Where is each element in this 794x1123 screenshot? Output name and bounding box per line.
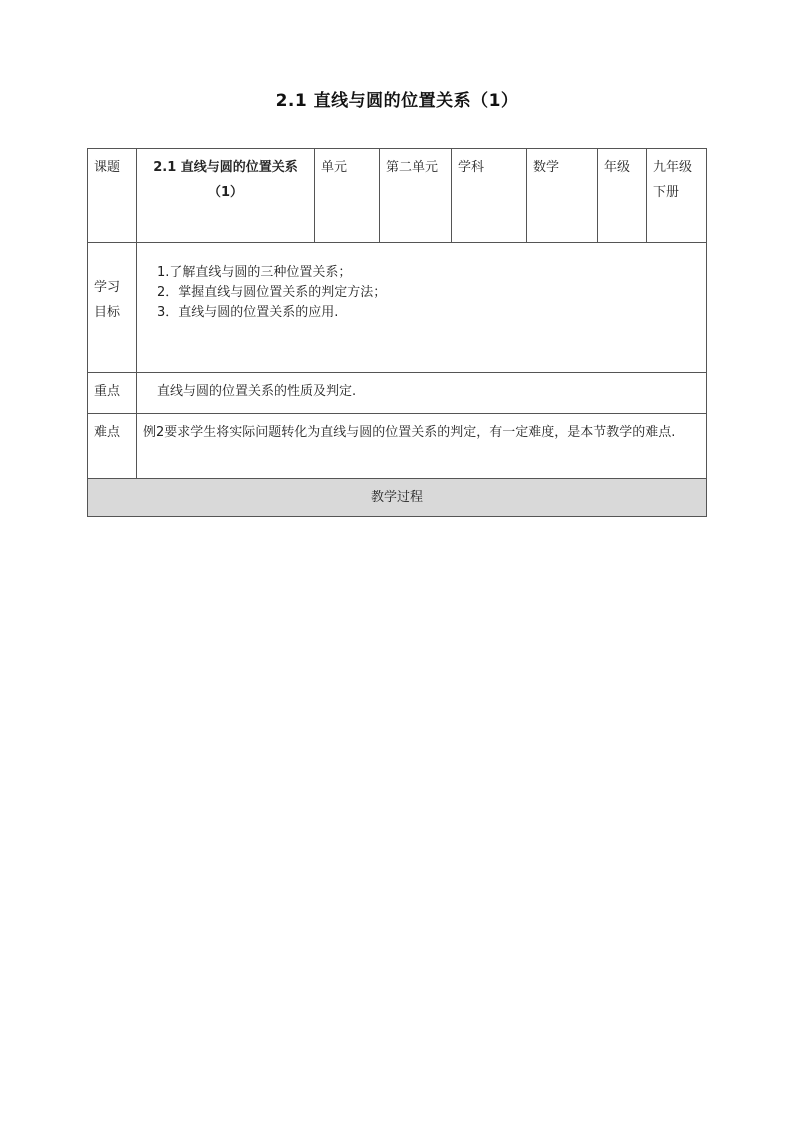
difficulty-text: 例2要求学生将实际问题转化为直线与圆的位置关系的判定，有一定难度，是本节教学的难点. bbox=[137, 414, 707, 479]
topic-row bbox=[88, 149, 707, 243]
topic-title bbox=[137, 149, 315, 243]
topic-title-line2: （1） bbox=[207, 185, 244, 200]
goals-row bbox=[88, 243, 707, 373]
key-point-row bbox=[88, 373, 707, 414]
goal-item: 2．掌握直线与圆位置关系的判定方法； bbox=[157, 285, 387, 300]
unit-label: 单元 bbox=[315, 149, 380, 243]
subject-label: 学科 bbox=[452, 149, 527, 243]
teaching-process-row bbox=[88, 479, 707, 517]
key-text: 直线与圆的位置关系的性质及判定. bbox=[137, 373, 707, 414]
topic-title-line1: 2.1 直线与圆的位置关系 bbox=[153, 160, 298, 175]
grade-label: 年级 bbox=[598, 149, 647, 243]
grade-value: 九年级下册 bbox=[647, 149, 707, 243]
unit-value: 第二单元 bbox=[380, 149, 452, 243]
topic-label: 课题 bbox=[88, 149, 137, 243]
teaching-process-header: 教学过程 bbox=[88, 479, 707, 517]
goal-item: 1.了解直线与圆的三种位置关系； bbox=[157, 265, 352, 280]
goal-item: 3．直线与圆的位置关系的应用. bbox=[157, 305, 339, 320]
key-label: 重点 bbox=[88, 373, 137, 414]
goals-list bbox=[137, 243, 707, 373]
difficulty-label: 难点 bbox=[88, 414, 137, 479]
subject-value: 数学 bbox=[527, 149, 598, 243]
goals-label: 学习目标 bbox=[88, 243, 137, 373]
difficulty-row bbox=[88, 414, 707, 479]
lesson-plan-table bbox=[87, 148, 707, 517]
page-title: 2.1 直线与圆的位置关系（1） bbox=[275, 91, 519, 111]
